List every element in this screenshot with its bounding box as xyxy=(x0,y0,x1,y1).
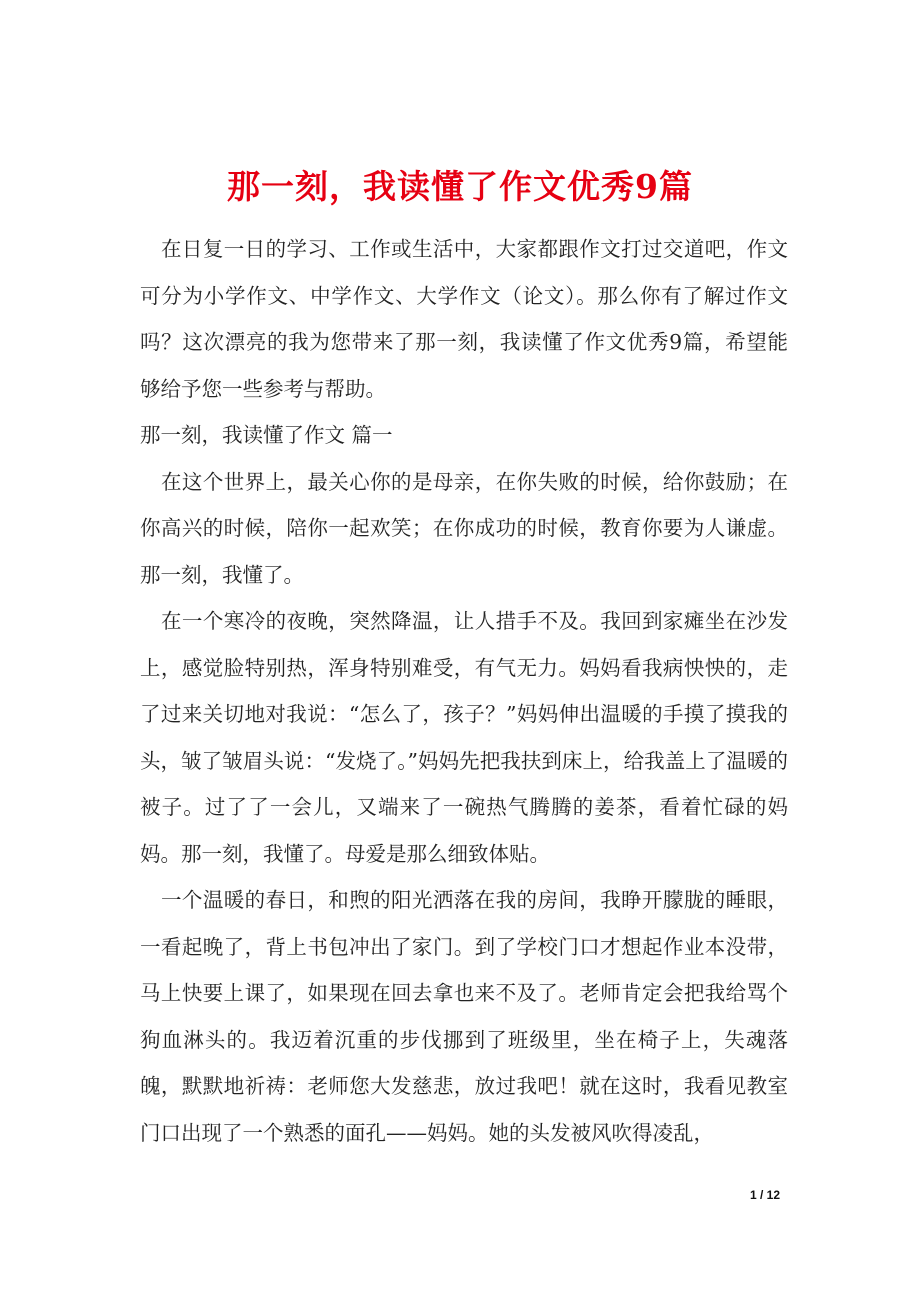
body-paragraph-1: 在这个世界上，最关心你的是母亲，在你失败的时候，给你鼓励；在你高兴的时候，陪你一起欢笑；在你成功的时候，教育你要为人谦虚。那一刻，我懂了。 xyxy=(140,469,788,587)
document-body xyxy=(140,226,788,1156)
section-heading: 那一刻，我读懂了作文 篇一 xyxy=(140,423,393,447)
body-paragraph-2: 在一个寒冷的夜晚，突然降温，让人措手不及。我回到家瘫坐在沙发上，感觉脸特别热，浑身特别难受，有气无力。妈妈看我病怏怏的，走了过来关切地对我说：“怎么了，孩子？”妈妈伸出温暖的手摸了摸我的头，皱了皱眉头说：“发烧了。”妈妈先把我扶到床上，给我盖上了温暖的被子。过了了一会儿，又端来了一碗热气腾腾的姜茶，看着忙碌的妈妈。那一刻，我懂了。母爱是那么细致体贴。 xyxy=(140,609,788,866)
page-number: 1 / 12 xyxy=(749,1188,780,1202)
body-paragraph-3: 一个温暖的春日，和煦的阳光洒落在我的房间，我睁开朦胧的睡眼，一看起晚了，背上书包冲出了家门。到了学校门口才想起作业本没带，马上快要上课了，如果现在回去拿也来不及了。老师肯定会把我给骂个狗血淋头的。我迈着沉重的步伐挪到了班级里，坐在椅子上，失魂落魄，默默地祈祷：老师您大发慈悲，放过我吧！就在这时，我看见教室门口出现了一个熟悉的面孔——妈妈。她的头发被风吹得凌乱， xyxy=(140,888,788,1145)
document-title: 那一刻，我读懂了作文优秀9篇 xyxy=(227,167,693,207)
intro-paragraph: 在日复一日的学习、工作或生活中，大家都跟作文打过交道吧，作文可分为小学作文、中学作文、大学作文（论文）。那么你有了解过作文吗？这次漂亮的我为您带来了那一刻，我读懂了作文优秀9篇，希望能够给予您一些参考与帮助。 xyxy=(140,237,788,401)
